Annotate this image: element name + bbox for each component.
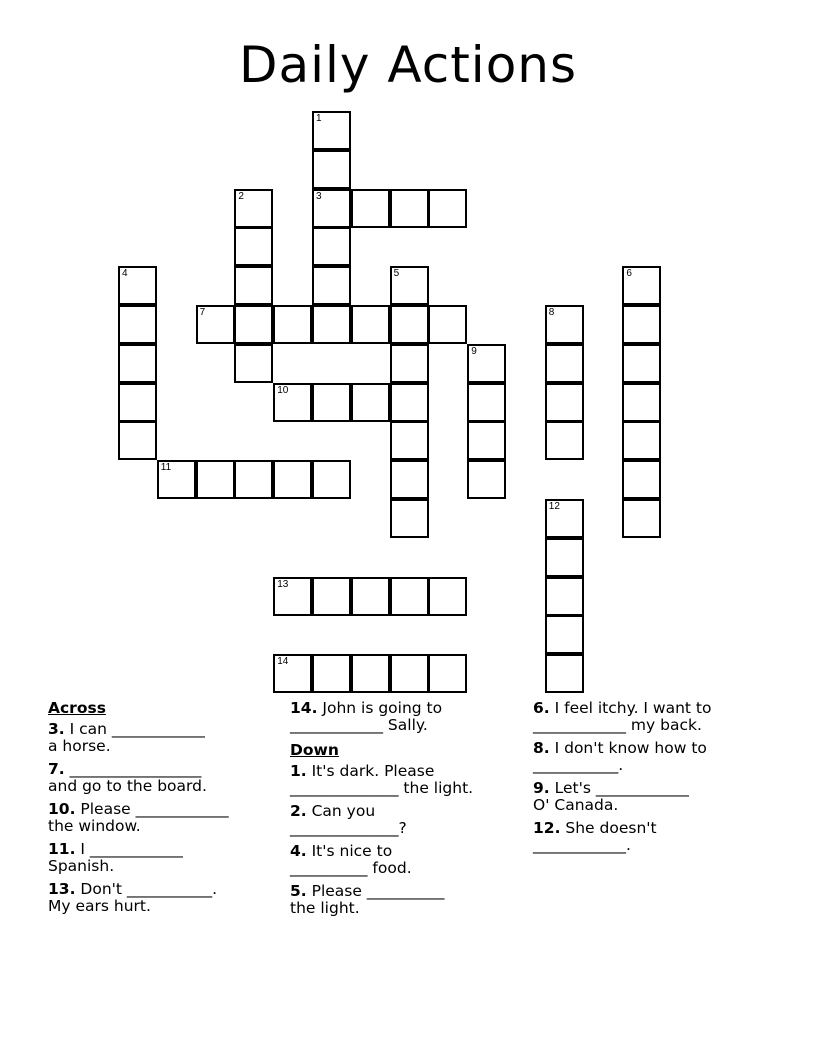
clue-number: 12. <box>533 819 561 837</box>
grid-cell[interactable] <box>467 383 506 422</box>
clue <box>290 883 530 917</box>
grid-cell[interactable] <box>157 460 196 499</box>
clue-number: 6 <box>626 268 632 280</box>
grid-cell[interactable] <box>545 383 584 422</box>
grid-cell[interactable] <box>545 305 584 344</box>
grid-cell[interactable] <box>351 305 390 344</box>
grid-cell[interactable] <box>273 577 312 616</box>
clue <box>48 881 283 915</box>
grid-cell[interactable] <box>312 577 351 616</box>
grid-cell[interactable] <box>312 305 351 344</box>
grid-cell[interactable] <box>622 460 661 499</box>
clues-column-1 <box>48 700 283 921</box>
grid-cell[interactable] <box>545 344 584 383</box>
clue <box>48 841 283 875</box>
grid-cell[interactable] <box>390 654 429 693</box>
clue <box>533 700 773 734</box>
grid-cell[interactable] <box>234 266 273 305</box>
clue-text: She doesn't ____________. <box>533 819 657 854</box>
clue-text: Please __________ the light. <box>290 882 445 917</box>
clue <box>290 763 530 797</box>
clue-number: 4 <box>122 268 128 280</box>
clue <box>290 700 530 734</box>
clue-text: I don't know how to ___________. <box>533 739 707 774</box>
clue-number: 7 <box>199 307 206 318</box>
grid-cell[interactable] <box>622 266 661 305</box>
grid-cell[interactable] <box>312 266 351 305</box>
grid-cell[interactable] <box>312 383 351 422</box>
clue-number: 10 <box>277 384 289 396</box>
grid-cell[interactable] <box>312 460 351 499</box>
grid-cell[interactable] <box>390 577 429 616</box>
clue-number: 4. <box>290 842 307 860</box>
grid-cell[interactable] <box>390 460 429 499</box>
grid-cell[interactable] <box>390 499 429 538</box>
clue-number: 13 <box>277 578 289 590</box>
grid-cell[interactable] <box>118 266 157 305</box>
clue-number: 5. <box>290 882 307 900</box>
grid-cell[interactable] <box>118 383 157 422</box>
grid-cell[interactable] <box>351 577 390 616</box>
grid-cell[interactable] <box>622 305 661 344</box>
grid-cell[interactable] <box>118 305 157 344</box>
grid-cell[interactable] <box>545 654 584 693</box>
clue-text: I can ____________ a horse. <box>48 720 205 755</box>
grid-cell[interactable] <box>390 189 429 228</box>
clues-column-2 <box>290 700 530 923</box>
grid-cell[interactable] <box>312 189 351 228</box>
grid-cell[interactable] <box>196 305 235 344</box>
clue-text: Don't ___________. My ears hurt. <box>48 880 218 915</box>
grid-cell[interactable] <box>351 383 390 422</box>
clue-number: 14 <box>277 656 289 668</box>
grid-cell[interactable] <box>622 383 661 422</box>
grid-cell[interactable] <box>467 421 506 460</box>
clue-number: 1 <box>316 113 322 124</box>
clue-text: It's nice to __________ food. <box>290 842 412 877</box>
clue-text: Can you ______________? <box>290 802 407 837</box>
clue-number: 9 <box>471 345 477 357</box>
grid-cell[interactable] <box>390 305 429 344</box>
across-heading: Across <box>48 699 106 717</box>
clue <box>533 740 773 774</box>
clue-text: Let's ____________ O' Canada. <box>533 779 689 814</box>
grid-cell[interactable] <box>273 460 312 499</box>
grid-cell[interactable] <box>312 150 351 189</box>
clue-number: 12 <box>548 501 560 512</box>
grid-cell[interactable] <box>351 654 390 693</box>
clue <box>290 843 530 877</box>
clue <box>533 780 773 814</box>
clue <box>533 820 773 854</box>
clue-number: 8 <box>548 307 555 318</box>
clue-number: 3 <box>316 190 322 202</box>
down-heading: Down <box>290 741 339 759</box>
clue-number: 5 <box>393 268 400 280</box>
clue-text: It's dark. Please ______________ the light. <box>290 762 474 797</box>
grid-cell[interactable] <box>390 421 429 460</box>
grid-cell[interactable] <box>312 111 351 150</box>
grid-cell[interactable] <box>545 538 584 577</box>
clue-number: 13. <box>48 880 76 898</box>
clue-number: 7. <box>48 760 65 778</box>
grid-cell[interactable] <box>622 344 661 383</box>
grid-cell[interactable] <box>196 460 235 499</box>
across-clues <box>48 721 283 915</box>
clue-number: 2 <box>238 190 244 202</box>
clue-text: _________________ and go to the board. <box>48 760 207 795</box>
grid-cell[interactable] <box>390 383 429 422</box>
grid-cell[interactable] <box>234 189 273 228</box>
clue-number: 3. <box>48 720 65 738</box>
grid-cell[interactable] <box>428 305 467 344</box>
grid-cell[interactable] <box>234 460 273 499</box>
down-clues <box>290 763 530 917</box>
clue <box>48 761 283 795</box>
across-clues-continued <box>290 700 530 734</box>
clue <box>290 803 530 837</box>
grid-cell[interactable] <box>390 344 429 383</box>
grid-cell[interactable] <box>622 499 661 538</box>
grid-cell[interactable] <box>234 227 273 266</box>
page-title: Daily Actions <box>238 36 578 94</box>
grid-cell[interactable] <box>467 344 506 383</box>
grid-cell[interactable] <box>622 421 661 460</box>
clue <box>48 721 283 755</box>
grid-cell[interactable] <box>118 421 157 460</box>
clue-number: 6. <box>533 699 550 717</box>
grid-cell[interactable] <box>545 421 584 460</box>
grid-cell[interactable] <box>545 499 584 538</box>
grid-cell[interactable] <box>428 189 467 228</box>
grid-cell[interactable] <box>545 577 584 616</box>
grid-cell[interactable] <box>234 305 273 344</box>
grid-cell[interactable] <box>312 227 351 266</box>
clue-text: I feel itchy. I want to ____________ my back. <box>533 699 712 734</box>
grid-cell[interactable] <box>428 654 467 693</box>
grid-cell[interactable] <box>273 654 312 693</box>
grid-cell[interactable] <box>118 344 157 383</box>
down-clues-continued <box>533 700 773 854</box>
clue-text: John is going to ____________ Sally. <box>290 699 443 734</box>
clues-column-3 <box>533 700 773 860</box>
clue-number: 2. <box>290 802 307 820</box>
clue-number: 9. <box>533 779 550 797</box>
grid-cell[interactable] <box>234 344 273 383</box>
clue-text: Please ____________ the window. <box>48 800 229 835</box>
grid-cell[interactable] <box>351 189 390 228</box>
clue-number: 14. <box>290 699 318 717</box>
clue-number: 8. <box>533 739 550 757</box>
clue-number: 10. <box>48 800 76 818</box>
clue-number: 1. <box>290 762 307 780</box>
grid-cell[interactable] <box>545 615 584 654</box>
clue <box>48 801 283 835</box>
grid-cell[interactable] <box>467 460 506 499</box>
grid-cell[interactable] <box>390 266 429 305</box>
grid-cell[interactable] <box>312 654 351 693</box>
clue-number: 11. <box>48 840 76 858</box>
grid-cell[interactable] <box>428 577 467 616</box>
clue-number: 11 <box>160 462 172 474</box>
grid-cell[interactable] <box>273 305 312 344</box>
grid-cell[interactable] <box>273 383 312 422</box>
clue-text: I ____________ Spanish. <box>48 840 183 875</box>
